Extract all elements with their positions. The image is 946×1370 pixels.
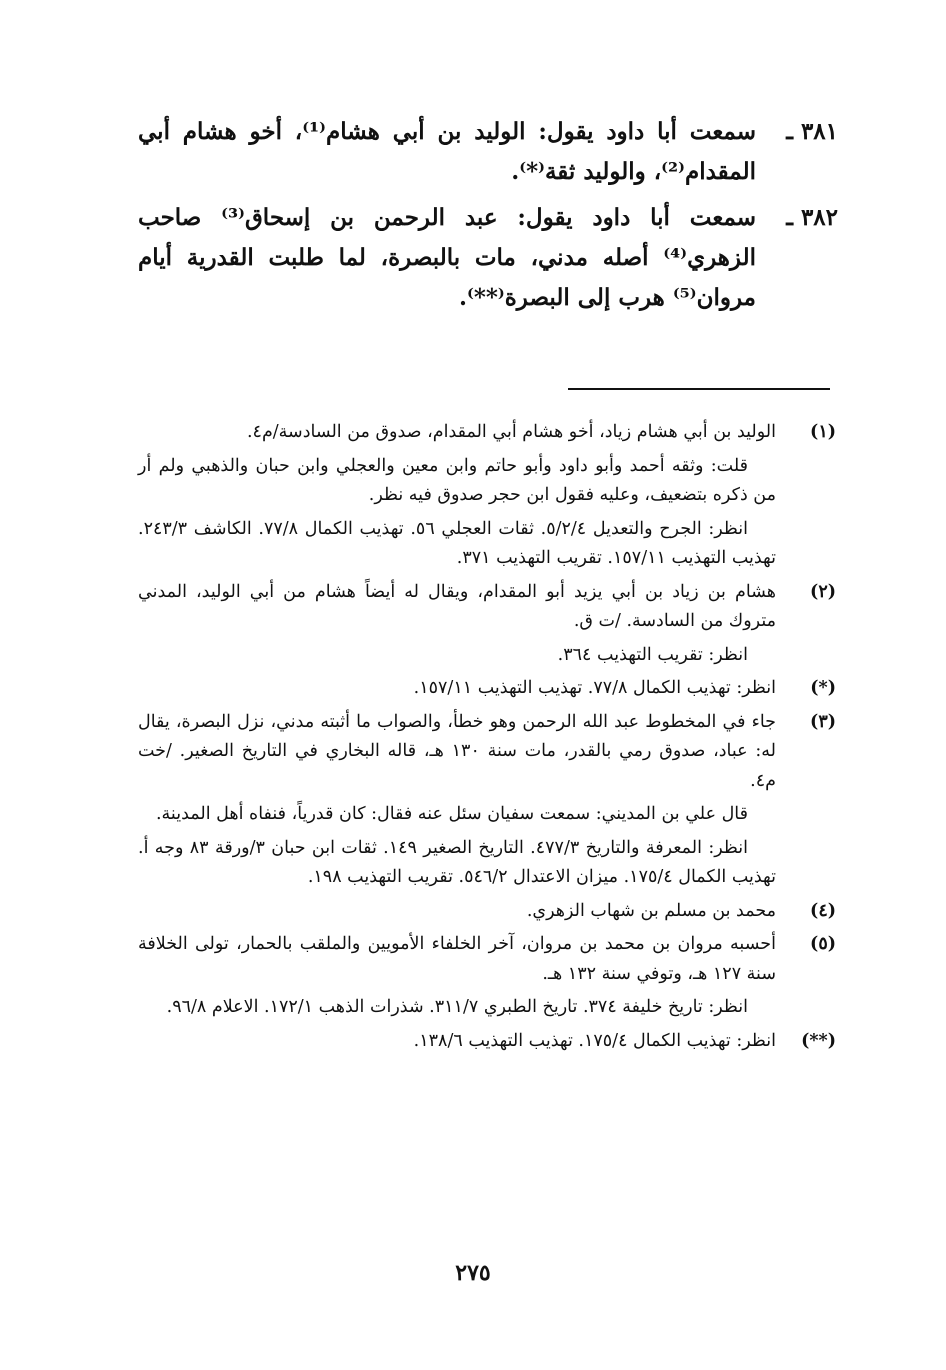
footnote-text: جاء في المخطوط عبد الله الرحمن وهو خطأ، والصواب ما أثبته مدني، نزل البصرة، يقال له: عباد، صدوق رمي بالقدر، مات سنة ١٣٠ هـ، قاله البخاري في التاريخ الصغير. /خت م٤. bbox=[138, 711, 776, 791]
footnote-text: انظر: الجرح والتعديل ٥/٢/٤. ثقات العجلي ٥٦. تهذيب الكمال ٧٧/٨. الكاشف ٢٤٣/٣. تهذيب التهذيب ١٥٧/١١. تقريب التهذيب ٣٧١. bbox=[138, 518, 776, 568]
footnote-separator bbox=[568, 388, 830, 390]
footnote-number: (**) bbox=[801, 1030, 836, 1051]
footnote-number: (١) bbox=[810, 422, 836, 442]
footnote-text: قال علي بن المديني: سمعت سفيان سئل عنه فقال: كان قدرياً، فنفاه أهل المدينة. bbox=[155, 804, 748, 824]
footnote-4 bbox=[138, 897, 838, 927]
footnote-text: انظر: تهذيب الكمال ١٧٥/٤. تهذيب التهذيب ١٣٨/٦. bbox=[413, 1030, 776, 1051]
footnote-1 bbox=[138, 418, 838, 574]
footnote-text: انظر: تاريخ خليفة ٣٧٤. تاريخ الطبري ٣١١/٧. شذرات الذهب ١٧٢/١. الاعلام ٩٦/٨. bbox=[166, 997, 748, 1017]
footnote-text: انظر: المعرفة والتاريخ ٤٧٧/٣. التاريخ الصغير ١٤٩. ثقات ابن حبان ٣/ورقة ٨٣ وجه أ. تهذيب الكمال ١٧٥/٤. ميزان الاعتدال ٥٤٦/٢. تقريب التهذيب ١٩٨. bbox=[138, 837, 776, 887]
entry-text: سمعت أبا داود يقول: الوليد بن أبي هشام⁽¹⁾، أخو هشام أبي المقدام⁽²⁾، والوليد ثقة⁽*⁾. bbox=[138, 118, 756, 185]
entry-text: سمعت أبا داود يقول: عبد الرحمن بن إسحاق⁽³⁾ صاحب الزهري⁽⁴⁾ أصله مدني، مات بالبصرة، لما طلبت القدرية أيام مروان⁽⁵⁾ هرب إلى البصرة⁽**⁾. bbox=[138, 204, 757, 311]
footnote-number: (٣) bbox=[810, 711, 836, 732]
footnote-double-star bbox=[138, 1027, 838, 1057]
footnote-text: انظر: تقريب التهذيب ٣٦٤. bbox=[557, 644, 748, 665]
footnote-text: قلت: وثقه أحمد وأبو داود وأبو حاتم وابن معين والعجلي وابن حبان والذهبي ولم أر من ذكره بتضعيف، وعليه فقول ابن حجر صدوق فيه نظر. bbox=[138, 455, 776, 505]
entry-381 bbox=[138, 112, 838, 192]
footnote-text: أحسبه مروان بن محمد بن مروان، آخر الخلفاء الأمويين والملقب بالحمار، تولى الخلافة سنة ١٢٧ هـ، وتوفي سنة ١٣٢ هـ. bbox=[138, 934, 776, 984]
footnote-number: (*) bbox=[810, 678, 836, 698]
footnote-2 bbox=[138, 578, 838, 671]
footnote-number: (٥) bbox=[810, 934, 836, 954]
footnote-5 bbox=[138, 930, 838, 1023]
entry-number: ٣٨١ ـ bbox=[786, 118, 838, 145]
footnote-text: الوليد بن أبي هشام زياد، أخو هشام أبي المقدام، صدوق من السادسة/م٤. bbox=[246, 422, 776, 442]
footnote-3 bbox=[138, 708, 838, 893]
entry-382 bbox=[138, 198, 838, 318]
main-text bbox=[138, 112, 838, 324]
footnote-text: انظر: تهذيب الكمال ٧٧/٨. تهذيب التهذيب ١٥٧/١١. bbox=[413, 678, 776, 698]
footnote-number: (٤) bbox=[810, 900, 836, 921]
footnotes bbox=[138, 418, 838, 1060]
entry-number: ٣٨٢ ـ bbox=[786, 204, 838, 231]
footnote-text: هشام بن زياد بن أبي يزيد أبو المقدام، ويقال له أيضاً هشام من أبي الوليد، المدني متروك من السادسة. /ت ق. bbox=[138, 581, 776, 631]
page-number: ٢٧٥ bbox=[455, 1260, 491, 1286]
footnote-star bbox=[138, 674, 838, 704]
footnote-text: محمد بن مسلم بن شهاب الزهري. bbox=[526, 900, 776, 921]
footnote-number: (٢) bbox=[810, 581, 836, 602]
